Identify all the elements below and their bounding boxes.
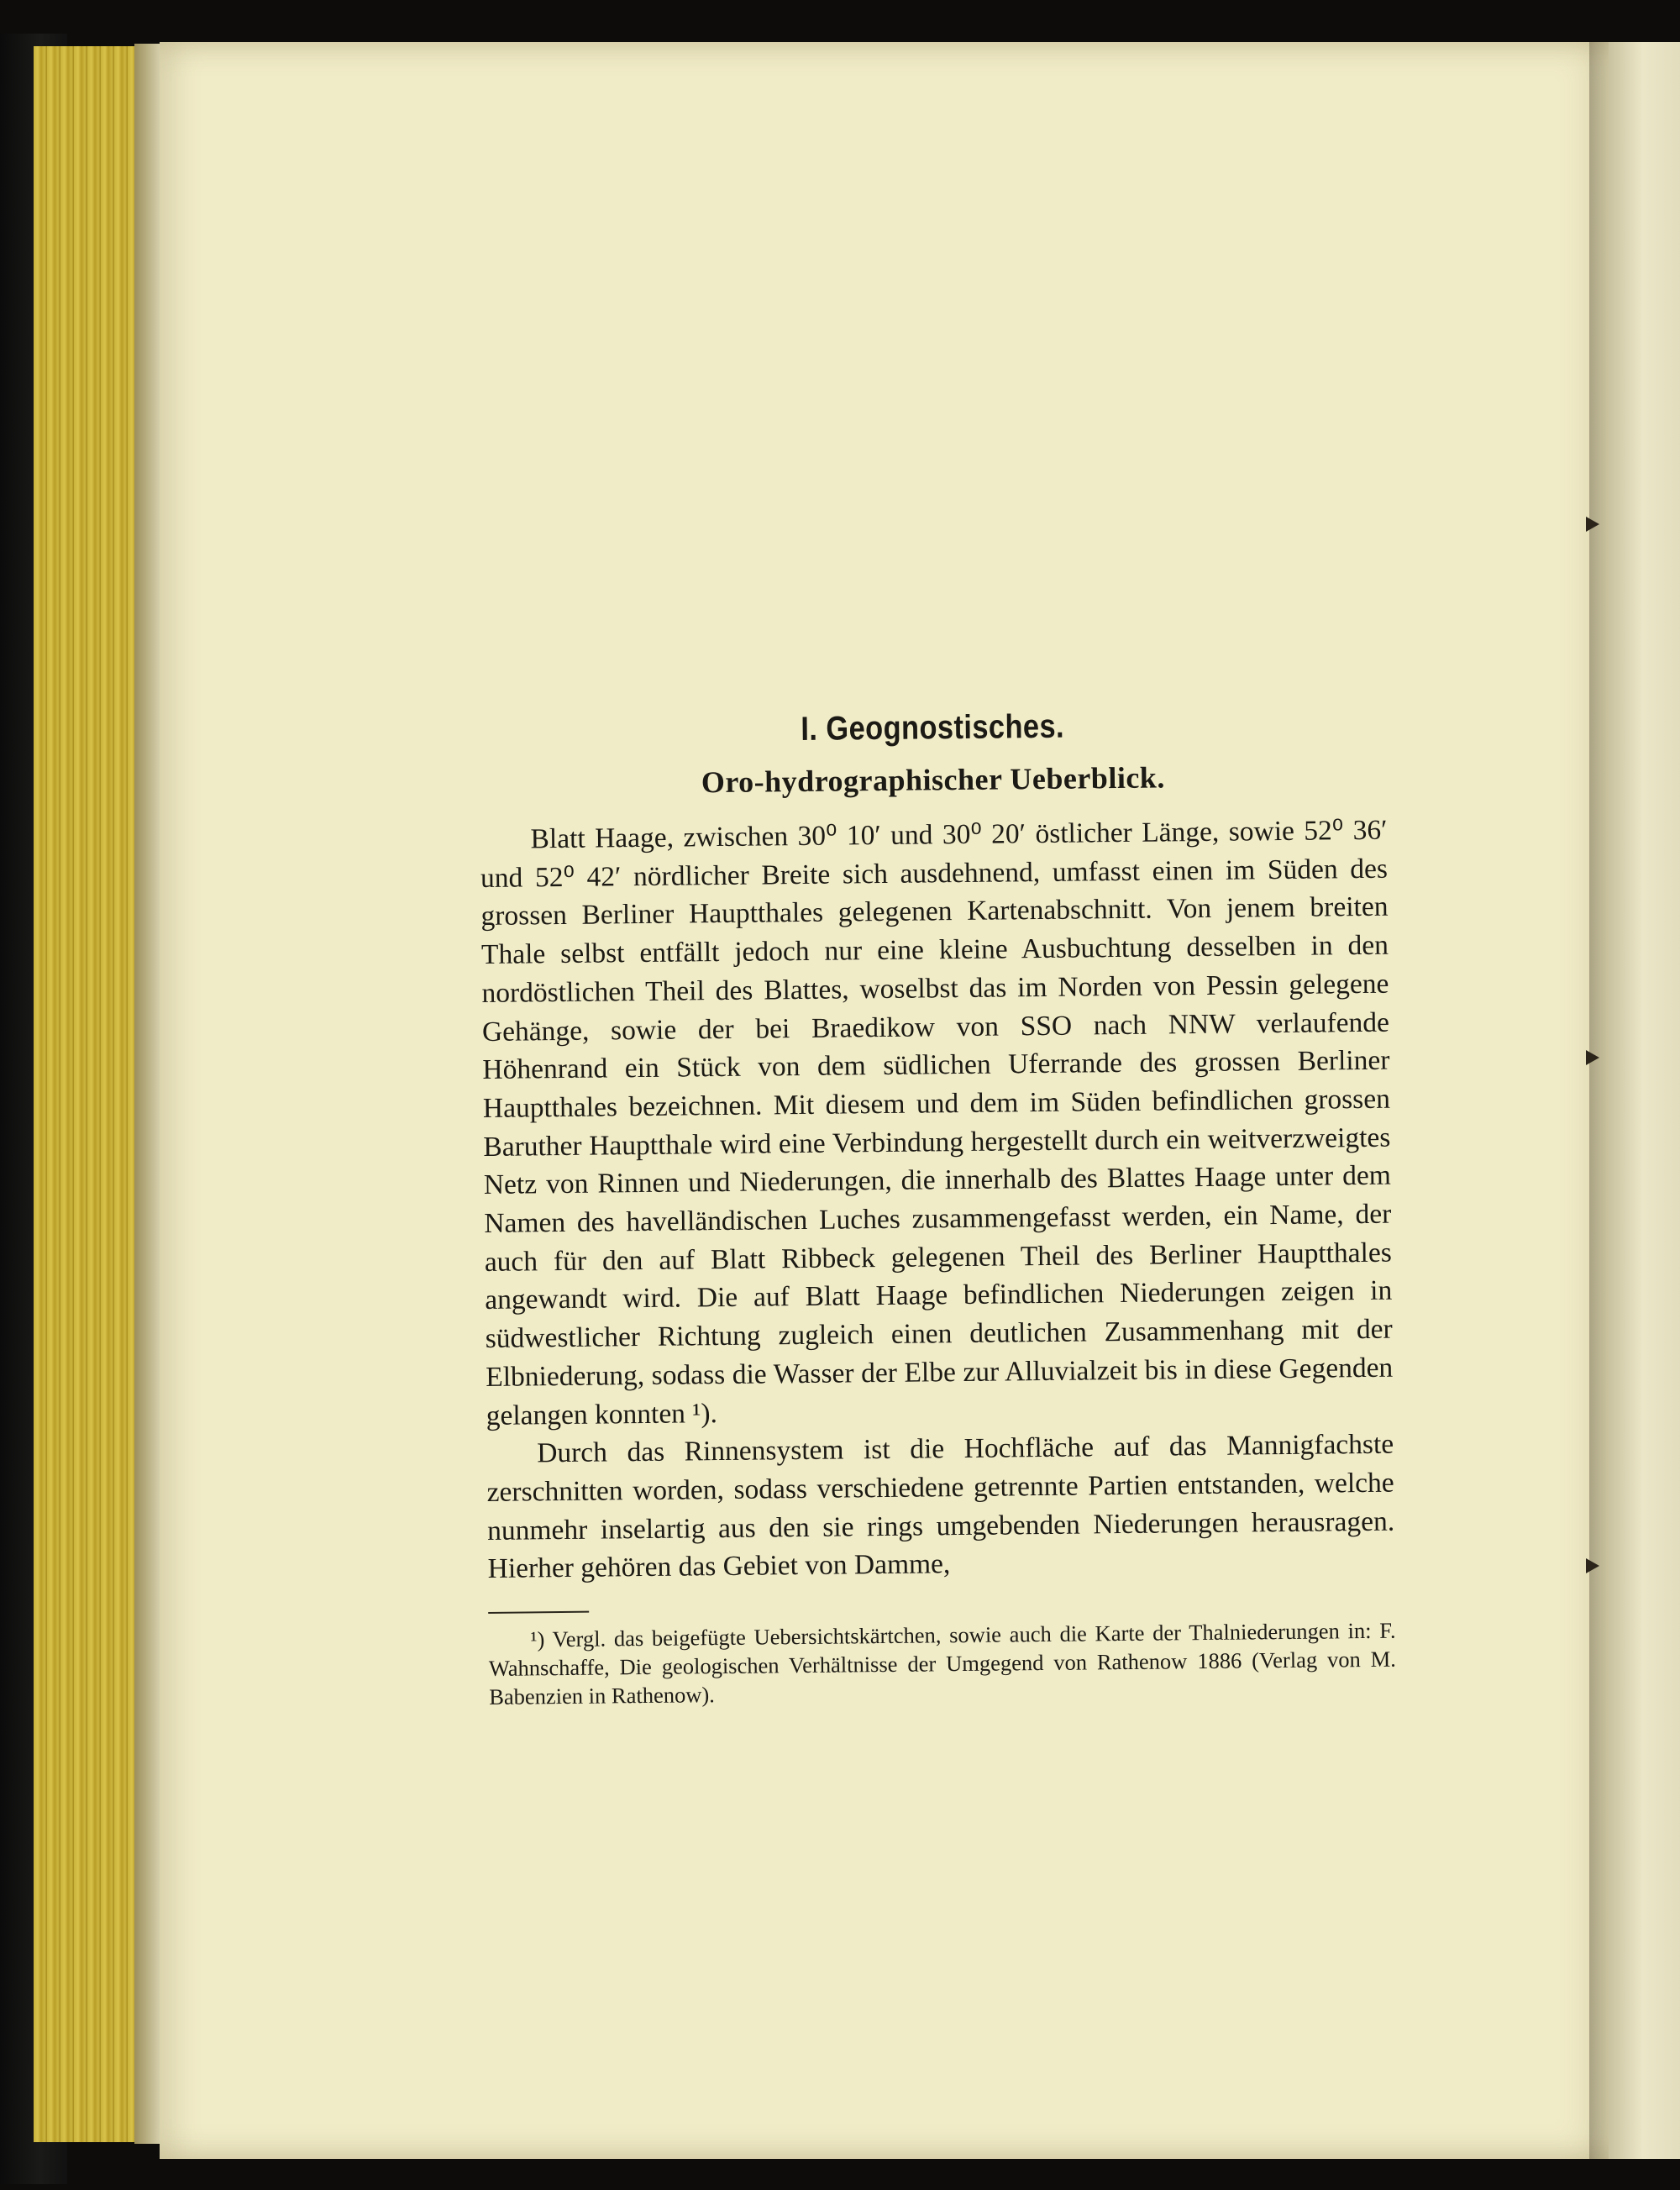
section-heading: Oro-hydrographischer Ueberblick.	[701, 760, 1166, 800]
page-tab-marker	[1586, 517, 1599, 532]
paragraph: Blatt Haage, zwischen 30⁰ 10′ und 30⁰ 20′ östlicher Länge, sowie 52⁰ 36′ und 52⁰ 42′ nördlicher Breite sich ausdehnend, umfasst einen im Süden des grossen Berliner Hauptthales gelegenen Kartenabschnitt. Von jenem breiten Thale selbst entfällt jedoch nur eine kleine Ausbuchtung desselben in den nordöstlichen Theil des Blattes, woselbst das im Norden von Pessin gelegene Gehänge, sowie der bei Braedikow von SSO nach NNW verlaufende Höhenrand ein Stück von dem südlichen Uferrande des grossen Berliner Hauptthales bezeichnen. Mit diesem und dem im Süden befindlichen grossen Baruther Hauptthale wird eine Verbindung hergestellt durch ein weitverzweigtes Netz von Rinnen und Niederungen, die innerhalb des Blattes Haage unter dem Namen des havelländischen Luches zusammengefasst werden, ein Name, der auch für den auf Blatt Ribbeck gelegenen Theil des Berliner Hauptthales angewandt wird. Die auf Blatt Haage befindlichen Niederungen zeigen in südwestlicher Richtung zugleich einen deutlichen Zusammenhang mit der Elbniederung, sodass die Wasser der Elbe zur Alluvialzeit bis in diese Gegenden gelangen konnten ¹).	[480, 814, 1394, 1431]
footnote-divider	[488, 1611, 589, 1614]
chapter-heading: I. Geognostisches.	[801, 707, 1065, 748]
page-tab-marker	[1586, 1558, 1599, 1573]
show-through-text	[630, 412, 1579, 494]
page-content	[479, 705, 1396, 1711]
facing-page-edge	[1609, 42, 1680, 2159]
page-tab-marker	[1586, 1050, 1599, 1065]
paragraph: Durch das Rinnensystem ist die Hochfläche auf das Mannigfachste zerschnitten worden, sodass verschiedene getrennte Partien entstanden, welche nunmehr inselartig aus den sie rings umgebenden Niederungen herausragen. Hierher gehören das Gebiet von Damme,	[486, 1428, 1395, 1585]
footnote: ¹) Vergl. das beigefügte Uebersichtskärtchen, sowie auch die Karte der Thalniederungen in: F. Wahnschaffe, Die geologischen Verhältnisse der Umgegend von Rathenow 1886 (Verlag von M. Babenzien in Rathenow).	[488, 1617, 1396, 1709]
